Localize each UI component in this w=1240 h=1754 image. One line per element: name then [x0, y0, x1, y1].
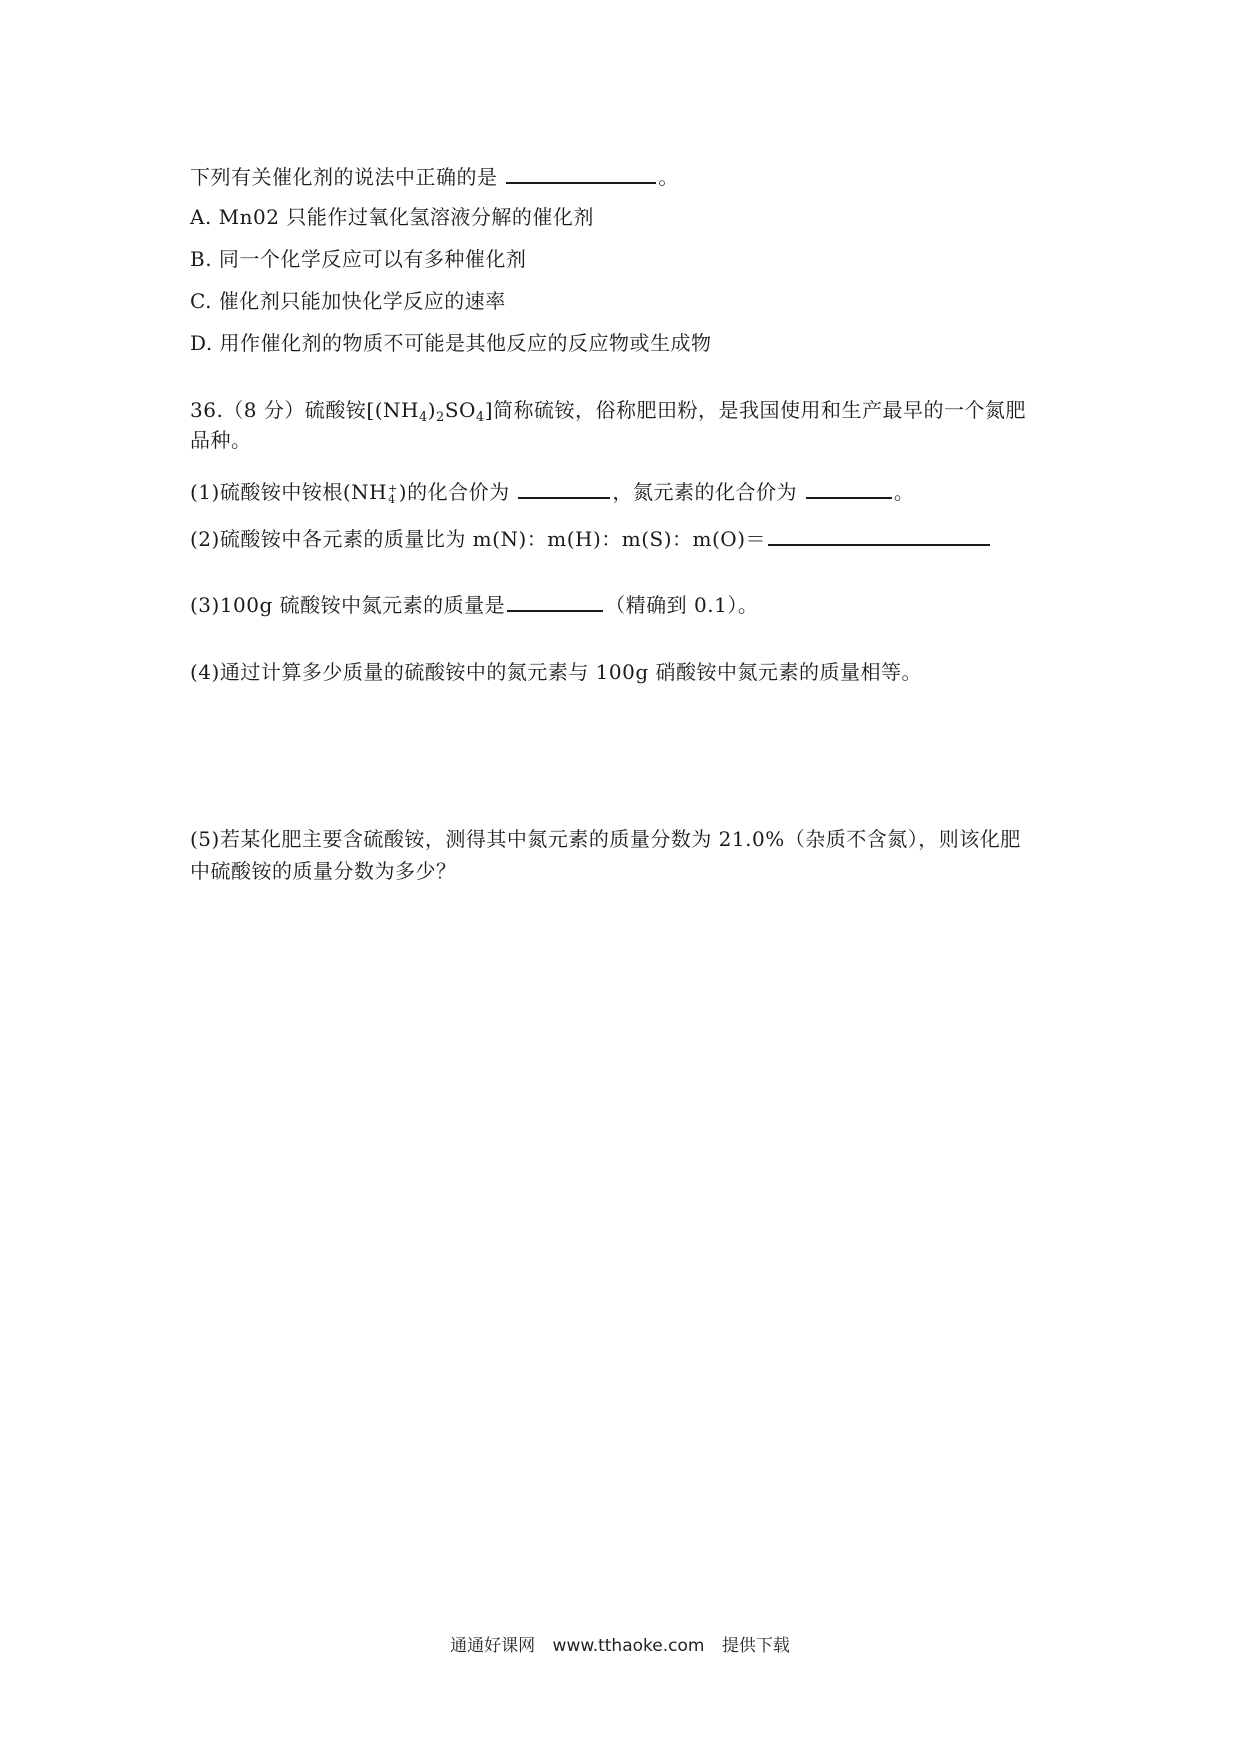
q36-part3	[190, 590, 758, 619]
footer-suffix: 提供下载	[721, 1636, 790, 1656]
q36-part1-blank-1[interactable]	[518, 477, 610, 499]
q36-part1-blank-2[interactable]	[806, 477, 892, 499]
q36-part2	[190, 524, 992, 553]
q36-part3-text-a: (3)100g 硫酸铵中氮元素的质量是	[190, 593, 506, 617]
q36-part2-blank[interactable]	[768, 524, 990, 546]
q36-intro-subscript: 4	[418, 410, 428, 425]
q35-option-d: D. 用作催化剂的物质不可能是其他反应的反应物或生成物	[190, 331, 712, 355]
q35-option-c: C. 催化剂只能加快化学反应的速率	[190, 289, 506, 313]
q36-part4: (4)通过计算多少质量的硫酸铵中的氮元素与 100g 硝酸铵中氮元素的质量相等。	[190, 660, 923, 684]
q36-part1-text-d: 。	[893, 480, 915, 504]
q35-stem-end: 。	[658, 165, 679, 189]
q36-part3-text-b: （精确到 0.1）。	[605, 593, 759, 617]
q36-part1-superscript: +	[388, 481, 398, 495]
q36-part1	[190, 477, 914, 506]
q35-option-a: A. Mn02 只能作过氧化氢溶液分解的催化剂	[190, 205, 594, 229]
q35-stem-line	[190, 162, 679, 191]
q36-intro-line1	[190, 396, 1026, 432]
q36-intro-text-c: SO	[444, 398, 476, 422]
q36-part5-line1: (5)若某化肥主要含硫酸铵，测得其中氮元素的质量分数为 21.0%（杂质不含氮），则该化肥	[190, 827, 1021, 851]
q36-intro-text-a: 36.（8 分）硫酸铵[(NH	[190, 398, 419, 422]
q36-intro-subscript: 2	[436, 410, 445, 425]
q36-part1-text-b: )的化合价为	[398, 480, 510, 504]
q35-stem: 下列有关催化剂的说法中正确的是	[190, 165, 498, 189]
q36-intro-text-b: )	[427, 398, 437, 422]
q36-intro-text-d: ]简称硫铵，俗称肥田粉，是我国使用和生产最早的一个氮肥	[484, 398, 1027, 422]
q36-intro-subscript: 4	[475, 410, 485, 425]
q36-part1-subscript: 4	[388, 492, 396, 506]
page-footer	[0, 1631, 1240, 1656]
q36-part5-line2: 中硫酸铵的质量分数为多少？	[190, 859, 457, 883]
q35-answer-blank[interactable]	[506, 162, 656, 184]
q36-part2-text: (2)硫酸铵中各元素的质量比为 m(N)：m(H)：m(S)：m(O)＝	[190, 527, 767, 551]
q35-option-b: B. 同一个化学反应可以有多种催化剂	[190, 247, 527, 271]
q36-part3-blank[interactable]	[507, 590, 603, 612]
q36-part1-text-c: ，氮元素的化合价为	[612, 480, 797, 504]
q36-part1-charge	[388, 483, 398, 505]
q36-part1-text-a: (1)硫酸铵中铵根(NH	[190, 480, 388, 504]
footer-site-name: 通通好课网	[450, 1636, 536, 1656]
footer-url[interactable]: www.tthaoke.com	[552, 1636, 705, 1656]
q36-intro-line2: 品种。	[190, 428, 252, 452]
